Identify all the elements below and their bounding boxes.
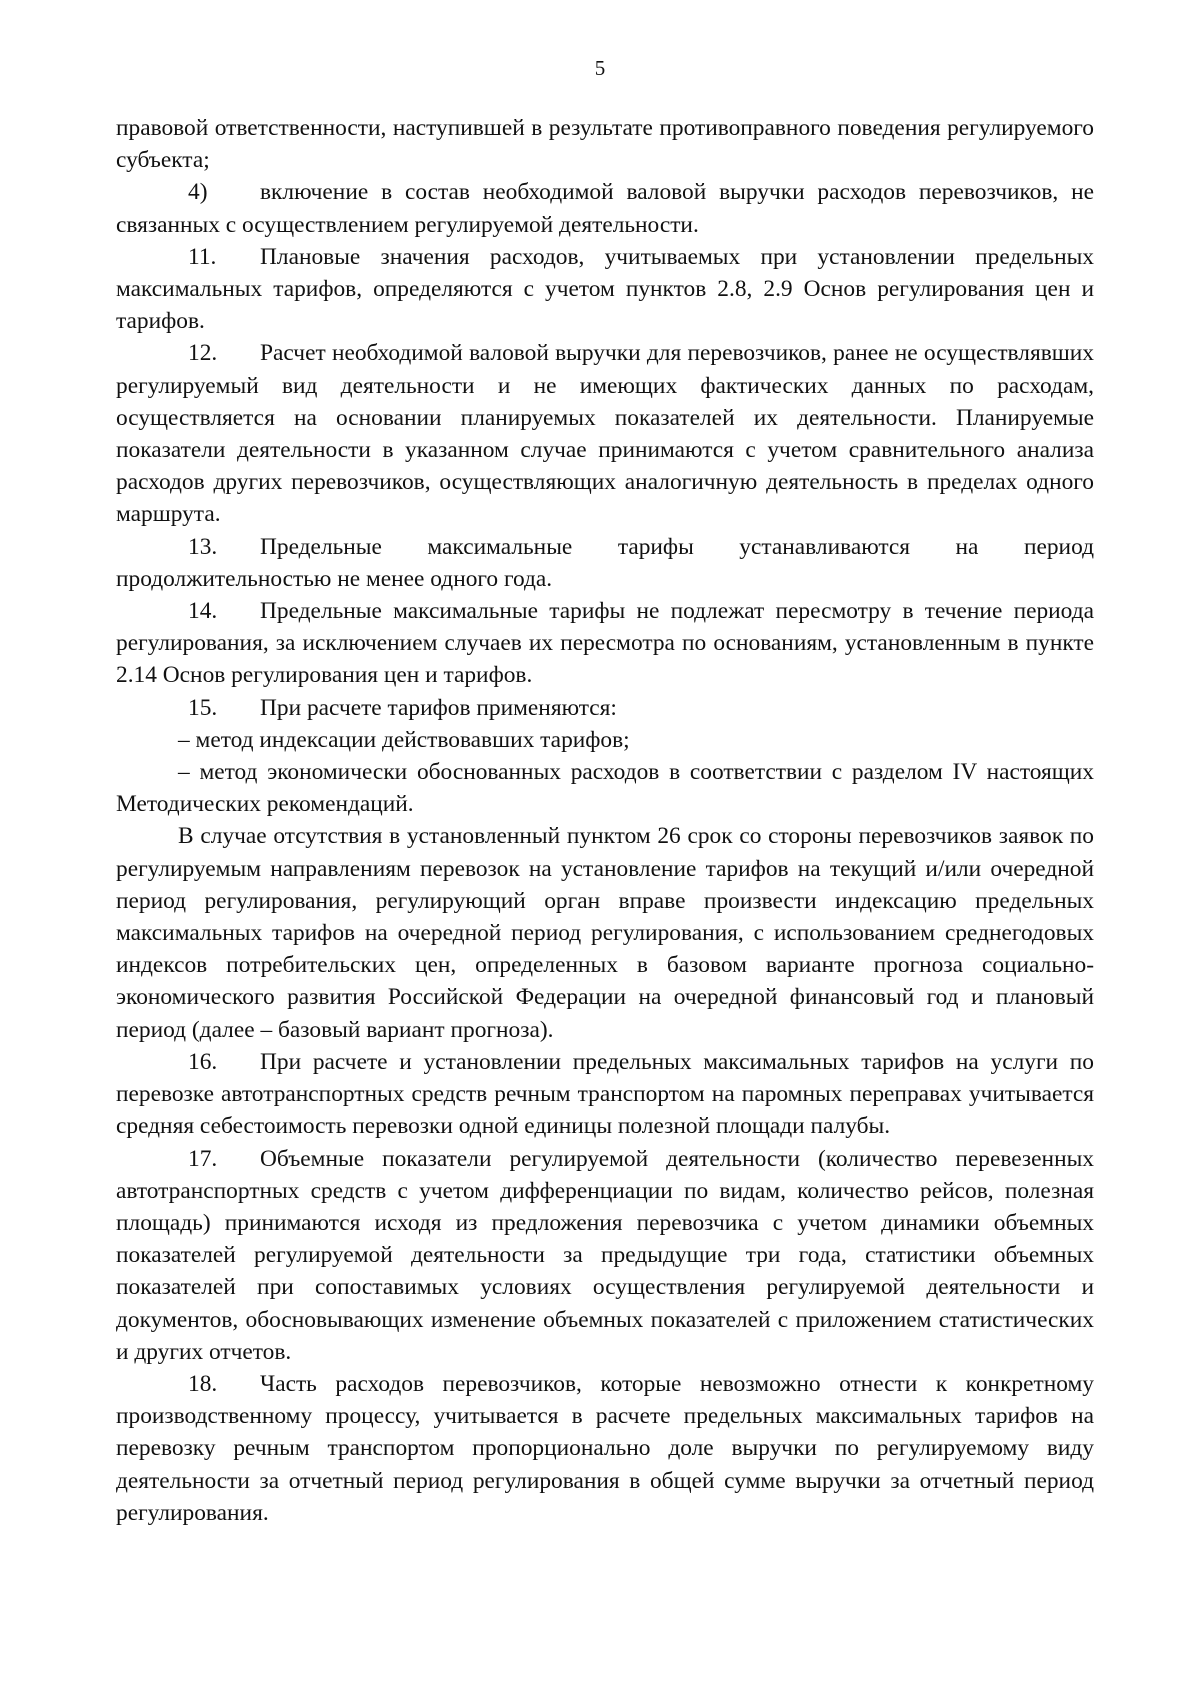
paragraph-text: При расчете тарифов применяются: — [260, 694, 617, 721]
clause-11 — [116, 241, 1094, 338]
dash-item-indexation — [116, 724, 1094, 756]
paragraph-text: Расчет необходимой валовой выручки для перевозчиков, ранее не осуществлявших регулируемый вид деятельности и не имеющих фактических данных по расходам, осуществляется на основании планируемых показателей их деятельности. Планируемые показатели деятельности в указанном случае принимаются с учетом сравнительного анализа расходов других перевозчиков, осуществляющих аналогичную деятельность в пределах одного маршрута. — [116, 340, 1094, 528]
paragraph-text: – метод экономически обоснованных расходов в соответствии с разделом IV настоящих Методических рекомендаций. — [116, 759, 1094, 818]
clause-number: 13. — [188, 533, 218, 560]
item-number: 4) — [188, 179, 208, 206]
clause-15 — [116, 692, 1094, 724]
paragraph-text: Плановые значения расходов, учитываемых при установлении предельных максимальных тарифов, определяются с учетом пунктов 2.8, 2.9 Основ регулирования цен и тарифов. — [116, 243, 1094, 335]
clause-number: 18. — [188, 1370, 218, 1397]
dash-item-economic-method — [116, 756, 1094, 820]
paragraph-text: При расчете и установлении предельных максимальных тарифов на услуги по перевозке автотранспортных средств речным транспортом на паромных переправах учитывается средняя себестоимость перевозки одной единицы полезной площади палубы. — [116, 1048, 1094, 1140]
document-body — [116, 112, 1094, 1529]
paragraph-text: правовой ответственности, наступившей в результате противоправного поведения регулируемого субъекта; — [116, 115, 1094, 174]
clause-number: 14. — [188, 598, 218, 625]
clause-18 — [116, 1368, 1094, 1529]
clause-number: 15. — [188, 694, 218, 721]
clause-number: 12. — [188, 340, 218, 367]
paragraph-text: Предельные максимальные тарифы не подлежат пересмотру в течение периода регулирования, за исключением случаев их пересмотра по основаниям, установленным в пункте 2.14 Основ регулирования цен и тарифов. — [116, 598, 1094, 689]
paragraph-text: включение в состав необходимой валовой выручки расходов перевозчиков, не связанных с осуществлением регулируемой деятельности. — [116, 179, 1094, 238]
clause-number: 11. — [188, 243, 217, 270]
paragraph-text: Объемные показатели регулируемой деятельности (количество перевезенных автотранспортных средств с учетом дифференциации по видам, количество рейсов, полезная площадь) принимаются исходя из предложения перевозчика с учетом динамики объемных показателей регулируемой деятельности за предыдущие три года, статистики объемных показателей при сопоставимых условиях осуществления регулируемой деятельности и документов, обосновывающих изменение объемных показателей с приложением статистических и других отчетов. — [116, 1145, 1094, 1365]
clause-16 — [116, 1046, 1094, 1143]
paragraph-text: Часть расходов перевозчиков, которые невозможно отнести к конкретному производственному процессу, учитывается в расчете предельных максимальных тарифов на перевозку речным транспортом пропорционально доле выручки по регулируемому виду деятельности за отчетный период регулирования в общей сумме выручки за отчетный период регулирования. — [116, 1370, 1094, 1526]
clause-17 — [116, 1143, 1094, 1368]
paragraph-text: В случае отсутствия в установленный пунктом 26 срок со стороны перевозчиков заявок по регулируемым направлениям перевозок на установление тарифов на текущий и/или очередной период регулирования, регулирующий орган вправе произвести индексацию предельных максимальных тарифов на очередной период регулирования, с использованием среднегодовых индексов потребительских цен, определенных в базовом варианте прогноза социально-экономического развития Российской Федерации на очередной финансовый год и плановый период (далее – базовый вариант прогноза). — [116, 823, 1094, 1043]
paragraph-indexation-case — [116, 820, 1094, 1045]
clause-14 — [116, 595, 1094, 692]
paragraph-continuation — [116, 112, 1094, 176]
list-item-4 — [116, 176, 1094, 240]
clause-number: 16. — [188, 1048, 218, 1075]
page-number: 5 — [594, 56, 606, 80]
clause-13 — [116, 531, 1094, 595]
clause-number: 17. — [188, 1145, 218, 1172]
clause-12 — [116, 337, 1094, 530]
paragraph-text: – метод индексации действовавших тарифов; — [178, 726, 630, 753]
paragraph-text: Предельные максимальные тарифы устанавливаются на период продолжительностью не менее одного года. — [116, 533, 1094, 592]
